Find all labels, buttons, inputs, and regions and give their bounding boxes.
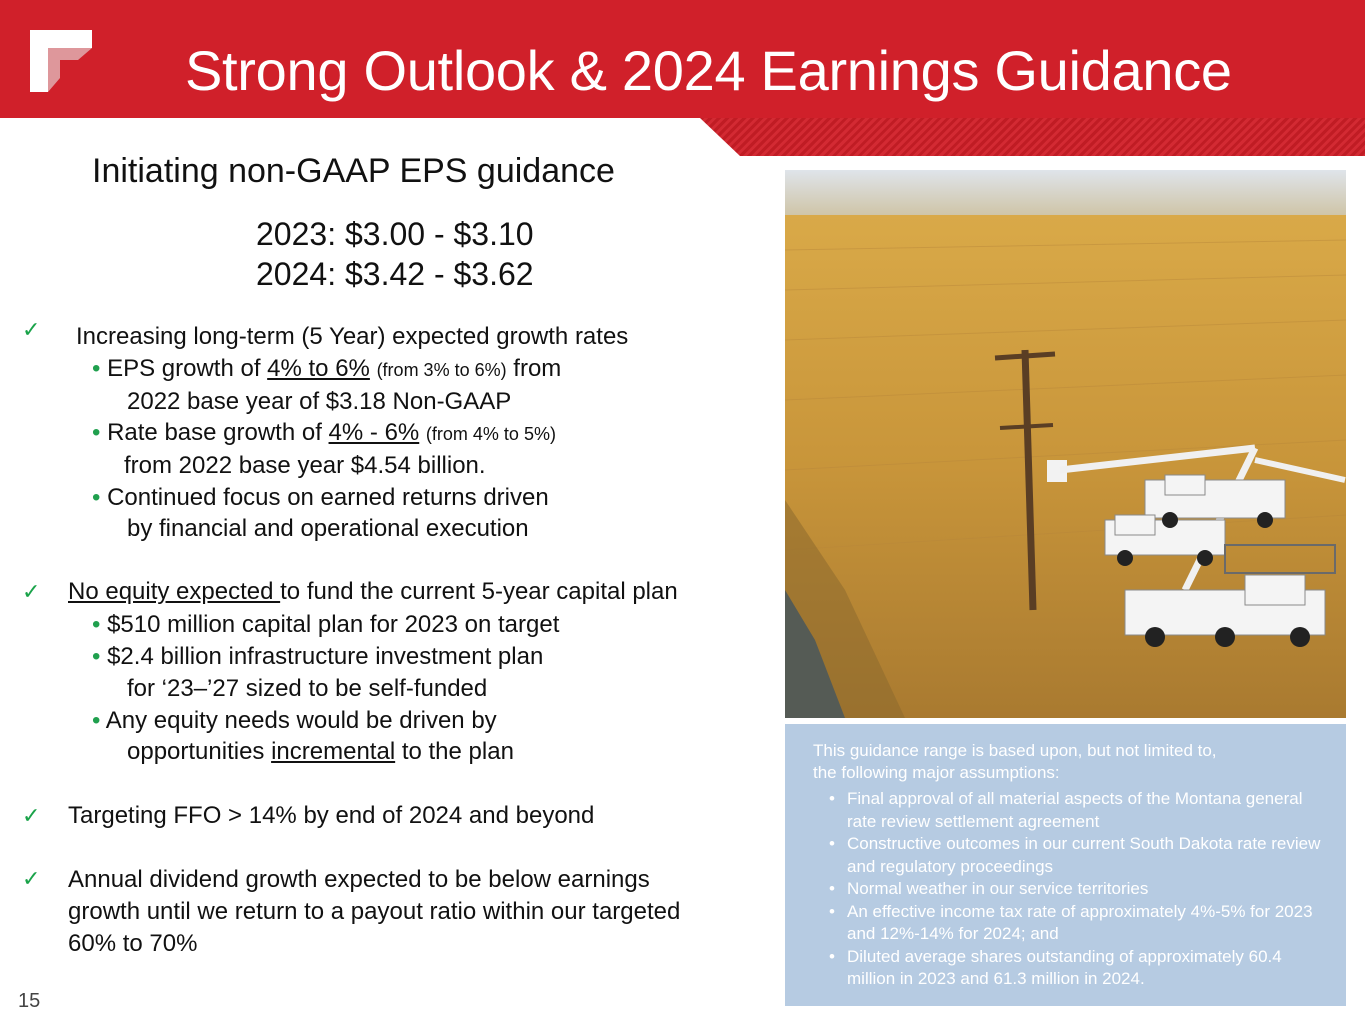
page-title: Strong Outlook & 2024 Earnings Guidance [185,39,1232,102]
header-stripe [700,118,1365,156]
section2-bullet4: opportunities incremental to the plan [127,738,514,765]
checkmark-icon: ✓ [22,580,41,605]
section2-bullet2-cont: for ‘23–’27 sized to be self-funded [127,675,488,702]
section1-bullet3: • Continued focus on earned returns driven [92,484,549,511]
list-item: • Final approval of all material aspects of the Montana general rate review settlement agreement [829,788,1329,833]
list-item: • Diluted average shares outstanding of approximately 60.4 million in 2023 and 61.3 million in 2024. [829,946,1329,991]
section1-bullet3-cont: by financial and operational execution [127,515,529,542]
eps-2023: 2023: $3.00 - $3.10 [256,216,534,252]
field-photo-illustration [785,170,1346,718]
section2-bullet2: • $2.4 billion infrastructure investment plan [92,643,544,670]
bullet-icon: • [92,355,101,382]
bullet-icon: • [92,484,101,511]
field-utility-photo [785,170,1346,718]
section1-bullet2: • Rate base growth of 4% - 6% (from 4% to 5%) [92,419,556,446]
list-item: • Normal weather in our service territories [829,878,1329,901]
checkmark-icon: ✓ [22,867,41,892]
page-number: 15 [18,990,41,1012]
checkmark-icon: ✓ [22,804,41,829]
bullet-icon: • [92,611,101,638]
header-bar [0,0,1365,118]
section1-bullet1: • EPS growth of 4% to 6% (from 3% to 6%) from [92,355,562,382]
bullet-icon: • [92,643,101,670]
section2-head: No equity expected to fund the current 5-year capital plan [68,578,678,605]
section1-bullet2-cont: from 2022 base year $4.54 billion. [124,452,486,479]
list-item: • An effective income tax rate of approximately 4%-5% for 2023 and 12%-14% for 2024; and [829,901,1329,946]
section2-bullet3: • Any equity needs would be driven by [92,707,497,734]
section3-head: Targeting FFO > 14% by end of 2024 and beyond [68,802,595,829]
bullet-icon: • [92,419,101,446]
guidance-subhead: Initiating non-GAAP EPS guidance [92,152,615,190]
assumptions-head: This guidance range is based upon, but not limited to, the following major assumptions: [813,741,1217,782]
corner-logo-icon [30,30,92,92]
eps-2024: 2024: $3.42 - $3.62 [256,256,534,292]
section4-line2: growth until we return to a payout ratio within our targeted [68,898,681,925]
section4-line3: 60% to 70% [68,930,198,957]
eps-guidance [256,214,534,294]
section1-head: Increasing long-term (5 Year) expected growth rates [76,323,629,350]
checkmark-icon: ✓ [22,318,41,343]
assumptions-box [785,724,1346,1006]
section4-line1: Annual dividend growth expected to be below earnings [68,866,650,893]
section2-bullet1: • $510 million capital plan for 2023 on target [92,611,560,638]
section1-bullet1-cont: 2022 base year of $3.18 Non-GAAP [127,388,512,415]
bullet-icon: • [92,707,101,734]
assumptions-list [829,788,1329,991]
list-item: • Constructive outcomes in our current South Dakota rate review and regulatory proceedings [829,833,1329,878]
